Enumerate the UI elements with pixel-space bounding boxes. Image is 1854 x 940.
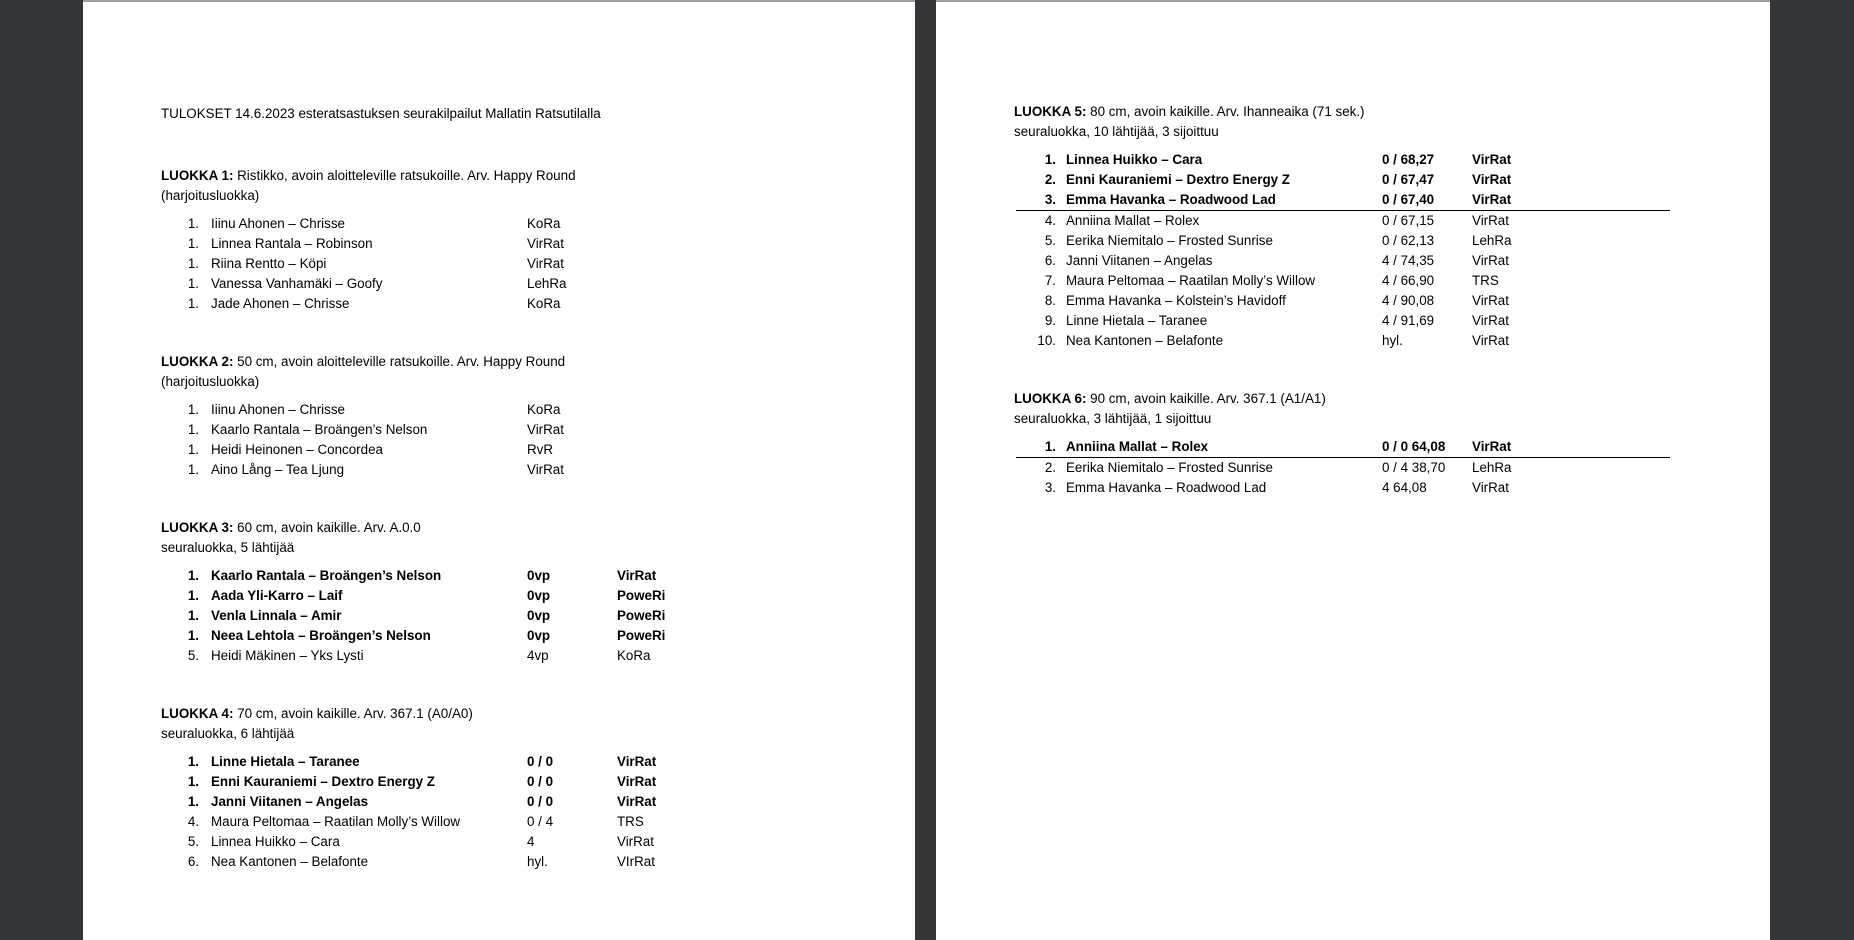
placing: 1. <box>187 588 199 603</box>
class-description: 70 cm, avoin kaikille. Arv. 367.1 (A0/A0) <box>233 706 473 721</box>
class-number: LUOKKA 5: <box>1014 104 1087 119</box>
result-row <box>161 626 875 646</box>
placing: 9. <box>1044 313 1056 328</box>
rider-horse: Linnea Huikko – Cara <box>1066 152 1203 167</box>
results-section <box>1014 102 1730 351</box>
placing: 1. <box>187 462 199 477</box>
placing: 1. <box>187 402 199 417</box>
document-title: TULOKSET 14.6.2023 esteratsastuksen seurakilpailut Mallatin Ratsutilalla <box>161 106 601 121</box>
club-name: VirRat <box>1472 333 1509 348</box>
rider-horse: Aada Yli-Karro – Laif <box>211 588 343 603</box>
result-row <box>161 646 875 666</box>
club-name: PoweRi <box>617 588 666 603</box>
result-value: hyl. <box>527 854 548 869</box>
result-value: 0 / 67,40 <box>1382 192 1435 207</box>
result-row <box>161 400 875 420</box>
page-content <box>161 104 875 910</box>
club-name: VirRat <box>617 834 654 849</box>
class-description: 80 cm, avoin kaikille. Arv. Ihanneaika (71 sek.) <box>1086 104 1365 119</box>
rider-horse: Nea Kantonen – Belafonte <box>211 854 369 869</box>
result-row <box>161 852 875 872</box>
placing: 4. <box>1044 213 1056 228</box>
placing: 1. <box>187 216 199 231</box>
result-value: 4 / 90,08 <box>1382 293 1435 308</box>
result-row <box>161 792 875 812</box>
club-name: VirRat <box>527 256 564 271</box>
result-row <box>1016 437 1670 458</box>
result-value: 0vp <box>527 588 551 603</box>
rider-horse: Anniina Mallat – Rolex <box>1066 213 1200 228</box>
results-list <box>161 214 875 314</box>
club-name: PoweRi <box>617 628 666 643</box>
placing: 8. <box>1044 293 1056 308</box>
rider-horse: Aino Lång – Tea Ljung <box>211 462 345 477</box>
placing: 4. <box>187 814 199 829</box>
rider-horse: Maura Peltomaa – Raatilan Molly’s Willow <box>211 814 461 829</box>
result-value: 0 / 4 <box>527 814 554 829</box>
result-value: 0vp <box>527 608 551 623</box>
rider-horse: Nea Kantonen – Belafonte <box>1066 333 1224 348</box>
result-row <box>1016 150 1670 170</box>
club-name: TRS <box>1472 273 1499 288</box>
section-heading <box>161 704 875 724</box>
rider-horse: Janni Viitanen – Angelas <box>1066 253 1213 268</box>
rider-horse: Emma Havanka – Kolstein’s Havidoff <box>1066 293 1286 308</box>
result-row <box>1016 271 1670 291</box>
placing: 2. <box>1044 172 1056 187</box>
rider-horse: Linne Hietala – Taranee <box>1066 313 1208 328</box>
rider-horse: Neea Lehtola – Broängen’s Nelson <box>211 628 431 643</box>
class-description: 50 cm, avoin aloitteleville ratsukoille. Arv. Happy Round <box>233 354 566 369</box>
rider-horse: Enni Kauraniemi – Dextro Energy Z <box>211 774 435 789</box>
results-sections-left <box>161 166 875 872</box>
page-content <box>1014 102 1730 536</box>
result-value: 4 / 66,90 <box>1382 273 1435 288</box>
club-name: VirRat <box>1472 313 1509 328</box>
placing: 1. <box>1044 152 1056 167</box>
club-name: LehRa <box>1472 233 1512 248</box>
rider-horse: Heidi Heinonen – Concordea <box>211 442 383 457</box>
placing: 1. <box>1044 439 1056 454</box>
results-list <box>1016 437 1670 498</box>
result-value: 0 / 68,27 <box>1382 152 1435 167</box>
results-section <box>161 704 875 872</box>
class-description: 90 cm, avoin kaikille. Arv. 367.1 (A1/A1) <box>1086 391 1326 406</box>
rider-horse: Kaarlo Rantala – Broängen’s Nelson <box>211 422 428 437</box>
rider-horse: Maura Peltomaa – Raatilan Molly’s Willow <box>1066 273 1316 288</box>
placing: 2. <box>1044 460 1056 475</box>
club-name: VirRat <box>1472 213 1509 228</box>
result-row <box>1016 478 1670 498</box>
rider-horse: Heidi Mäkinen – Yks Lysti <box>211 648 364 663</box>
rider-horse: Linnea Huikko – Cara <box>211 834 340 849</box>
result-row <box>1016 311 1670 331</box>
class-number: LUOKKA 6: <box>1014 391 1087 406</box>
placing: 6. <box>187 854 199 869</box>
result-row <box>161 772 875 792</box>
club-name: TRS <box>617 814 644 829</box>
class-info: seuraluokka, 6 lähtijää <box>161 726 295 741</box>
result-row <box>1016 231 1670 251</box>
placing: 1. <box>187 442 199 457</box>
document-page-left <box>83 0 915 940</box>
club-name: KoRa <box>527 296 561 311</box>
club-name: VirRat <box>617 754 657 769</box>
rider-horse: Linne Hietala – Taranee <box>211 754 360 769</box>
class-info: seuraluokka, 3 lähtijää, 1 sijoittuu <box>1014 411 1212 426</box>
class-info: seuraluokka, 10 lähtijää, 3 sijoittuu <box>1014 124 1219 139</box>
rider-horse: Emma Havanka – Roadwood Lad <box>1066 480 1267 495</box>
club-name: VirRat <box>1472 172 1512 187</box>
result-value: 4 / 74,35 <box>1382 253 1435 268</box>
placing: 1. <box>187 754 199 769</box>
class-number: LUOKKA 1: <box>161 168 234 183</box>
rider-horse: Enni Kauraniemi – Dextro Energy Z <box>1066 172 1290 187</box>
club-name: VirRat <box>1472 439 1512 454</box>
result-row <box>161 234 875 254</box>
placing: 10. <box>1037 333 1056 348</box>
rider-horse: Vanessa Vanhamäki – Goofy <box>211 276 383 291</box>
results-section <box>161 518 875 666</box>
club-name: KoRa <box>617 648 651 663</box>
result-value: 0 / 4 38,70 <box>1382 460 1446 475</box>
result-value: 0 / 67,47 <box>1382 172 1435 187</box>
result-row <box>161 294 875 314</box>
club-name: VirRat <box>1472 152 1512 167</box>
rider-horse: Eerika Niemitalo – Frosted Sunrise <box>1066 233 1273 248</box>
placing: 1. <box>187 774 199 789</box>
rider-horse: Emma Havanka – Roadwood Lad <box>1066 192 1276 207</box>
club-name: VirRat <box>1472 480 1509 495</box>
results-section <box>161 352 875 480</box>
result-row <box>161 606 875 626</box>
rider-horse: Kaarlo Rantala – Broängen’s Nelson <box>211 568 442 583</box>
result-value: 0 / 67,15 <box>1382 213 1435 228</box>
club-name: VirRat <box>527 236 564 251</box>
club-name: LehRa <box>1472 460 1512 475</box>
result-value: hyl. <box>1382 333 1403 348</box>
class-number: LUOKKA 4: <box>161 706 234 721</box>
rider-horse: Eerika Niemitalo – Frosted Sunrise <box>1066 460 1273 475</box>
club-name: VirRat <box>1472 293 1509 308</box>
club-name: RvR <box>527 442 554 457</box>
club-name: VirRat <box>617 794 657 809</box>
rider-horse: Iiinu Ahonen – Chrisse <box>211 216 345 231</box>
placing: 1. <box>187 794 199 809</box>
club-name: PoweRi <box>617 608 666 623</box>
class-number: LUOKKA 2: <box>161 354 234 369</box>
result-row <box>1016 190 1670 211</box>
result-value: 0 / 0 <box>527 794 554 809</box>
result-value: 4vp <box>527 648 549 663</box>
class-info: (harjoitusluokka) <box>161 188 260 203</box>
result-row <box>1016 331 1670 351</box>
placing: 1. <box>187 296 199 311</box>
result-value: 0 / 0 64,08 <box>1382 439 1446 454</box>
class-number: LUOKKA 3: <box>161 520 234 535</box>
result-value: 4 64,08 <box>1382 480 1427 495</box>
class-info: (harjoitusluokka) <box>161 374 260 389</box>
rider-horse: Anniina Mallat – Rolex <box>1066 439 1209 454</box>
result-row <box>1016 291 1670 311</box>
rider-horse: Janni Viitanen – Angelas <box>211 794 369 809</box>
club-name: VirRat <box>1472 253 1509 268</box>
section-heading <box>161 518 875 538</box>
results-section <box>161 166 875 314</box>
placing: 7. <box>1044 273 1056 288</box>
rider-horse: Iiinu Ahonen – Chrisse <box>211 402 345 417</box>
results-list <box>1016 150 1670 351</box>
section-heading <box>161 166 875 186</box>
placing: 5. <box>1044 233 1056 248</box>
class-info: seuraluokka, 5 lähtijää <box>161 540 295 555</box>
result-value: 0vp <box>527 628 551 643</box>
club-name: VirRat <box>617 568 657 583</box>
result-row <box>161 254 875 274</box>
placing: 6. <box>1044 253 1056 268</box>
results-list <box>161 400 875 480</box>
club-name: KoRa <box>527 216 561 231</box>
placing: 5. <box>187 648 199 663</box>
result-row <box>161 832 875 852</box>
result-row <box>1016 170 1670 190</box>
placing: 1. <box>187 422 199 437</box>
club-name: VirRat <box>617 774 657 789</box>
result-row <box>161 586 875 606</box>
result-row <box>1016 251 1670 271</box>
section-heading <box>1014 102 1730 122</box>
class-description: 60 cm, avoin kaikille. Arv. A.0.0 <box>233 520 421 535</box>
result-row <box>161 566 875 586</box>
placing: 1. <box>187 236 199 251</box>
results-section <box>1014 389 1730 498</box>
rider-horse: Venla Linnala – Amir <box>211 608 342 623</box>
club-name: VIrRat <box>617 854 655 869</box>
placing: 1. <box>187 276 199 291</box>
placing: 5. <box>187 834 199 849</box>
result-row <box>161 812 875 832</box>
club-name: KoRa <box>527 402 561 417</box>
result-value: 0 / 0 <box>527 774 554 789</box>
rider-horse: Jade Ahonen – Chrisse <box>211 296 350 311</box>
club-name: VirRat <box>527 462 564 477</box>
result-row <box>161 752 875 772</box>
club-name: VirRat <box>527 422 564 437</box>
placing: 1. <box>187 256 199 271</box>
result-row <box>161 460 875 480</box>
results-list <box>161 566 875 666</box>
result-row <box>161 214 875 234</box>
placing: 1. <box>187 568 199 583</box>
result-value: 4 / 91,69 <box>1382 313 1435 328</box>
placing: 3. <box>1044 480 1056 495</box>
club-name: VirRat <box>1472 192 1512 207</box>
result-row <box>161 420 875 440</box>
result-row <box>161 440 875 460</box>
rider-horse: Riina Rentto – Köpi <box>211 256 327 271</box>
rider-horse: Linnea Rantala – Robinson <box>211 236 373 251</box>
result-row <box>1016 211 1670 231</box>
result-value: 0vp <box>527 568 551 583</box>
result-row <box>1016 458 1670 478</box>
results-sections-right <box>1014 102 1730 498</box>
class-description: Ristikko, avoin aloitteleville ratsukoille. Arv. Happy Round <box>233 168 576 183</box>
result-value: 0 / 62,13 <box>1382 233 1435 248</box>
club-name: LehRa <box>527 276 567 291</box>
placing: 3. <box>1044 192 1056 207</box>
section-heading <box>161 352 875 372</box>
result-row <box>161 274 875 294</box>
placing: 1. <box>187 628 199 643</box>
placing: 1. <box>187 608 199 623</box>
result-value: 4 <box>527 834 535 849</box>
section-heading <box>1014 389 1730 409</box>
result-value: 0 / 0 <box>527 754 554 769</box>
document-page-right <box>936 0 1770 940</box>
results-list <box>161 752 875 872</box>
